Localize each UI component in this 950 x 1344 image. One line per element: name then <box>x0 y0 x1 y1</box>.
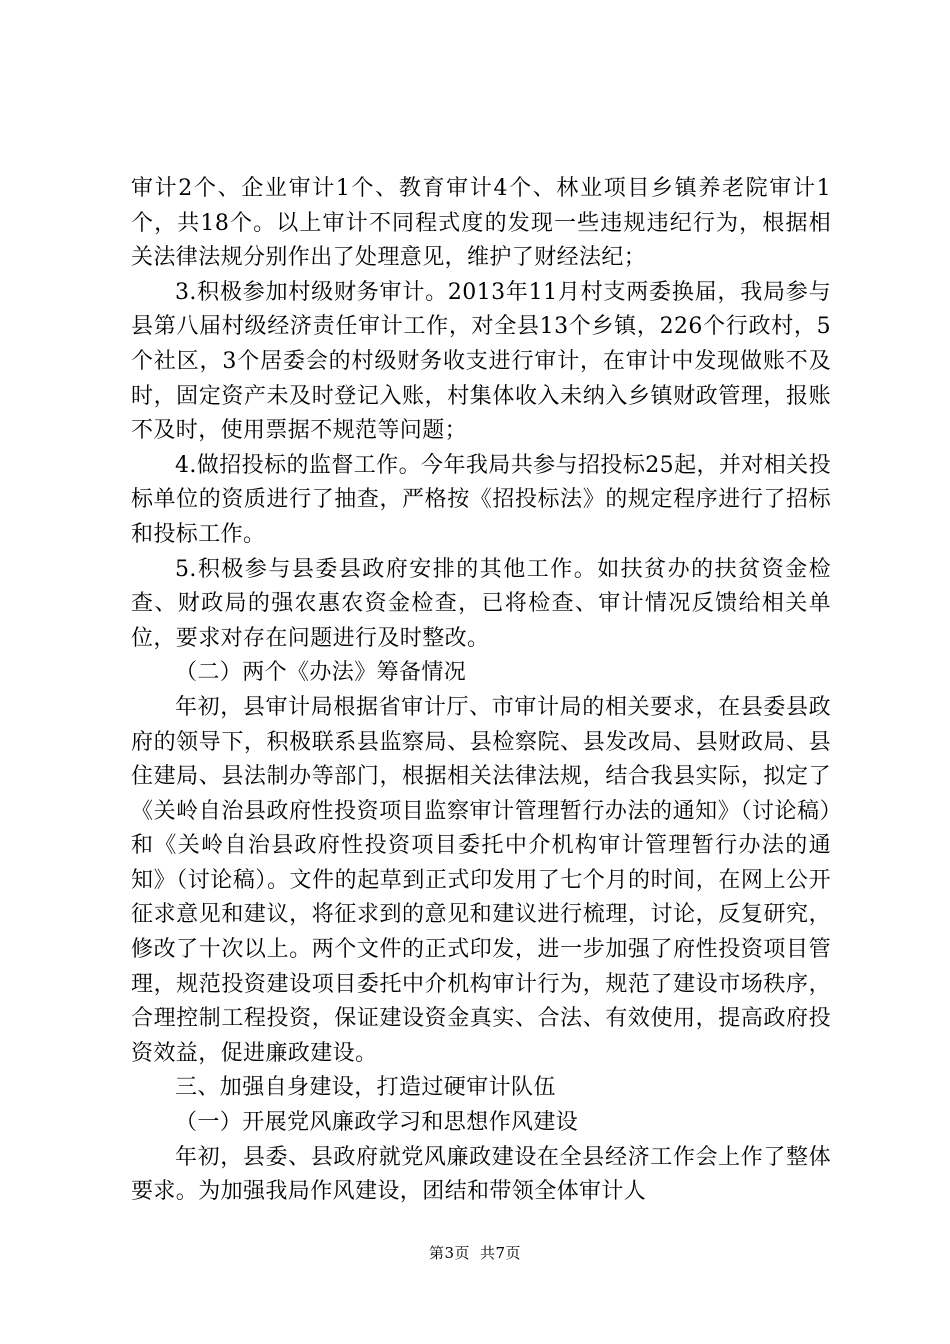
subheading-party-integrity: （一）开展党风廉政学习和思想作风建设 <box>175 1110 579 1136</box>
page-total: 共7页 <box>480 1244 522 1262</box>
paragraph-bidding-supervision: 4.做招投标的监督工作。今年我局共参与招投标25起，并对相关投标单位的资质进行了抽查，严格按《招投标法》的规定程序进行了招标和投标工作。 <box>131 452 831 547</box>
paragraph-other-work: 5.积极参与县委县政府安排的其他工作。如扶贫办的扶贫资金检查、财政局的强农惠农资金检查，已将检查、审计情况反馈给相关单位，要求对存在问题进行及时整改。 <box>131 556 831 651</box>
document-body <box>131 172 831 1210</box>
paragraph-measures-preparation: 年初，县审计局根据省审计厅、市审计局的相关要求，在县委县政府的领导下，积极联系县监察局、县检察院、县发改局、县财政局、县住建局、县法制办等部门，根据相关法律法规，结合我县实际，拟定了《关岭自治县政府性投资项目监察审计管理暂行办法的通知》（讨论稿）和《关岭自治县政府性投资项目委托中介机构审计管理暂行办法的通知》（讨论稿）。文件的起草到正式印发用了七个月的时间，在网上公开征求意见和建议，将征求到的意见和建议进行梳理，讨论，反复研究，修改了十次以上。两个文件的正式印发，进一步加强了府性投资项目管理，规范投资建设项目委托中介机构审计行为，规范了建设市场秩序，合理控制工程投资，保证建设资金真实、合法、有效使用，提高政府投资效益，促进廉政建设。 <box>131 694 831 1066</box>
paragraph-village-audit: 3.积极参加村级财务审计。2013年11月村支两委换届，我局参与县第八届村级经济责任审计工作，对全县13个乡镇，226个行政村，5个社区，3个居委会的村级财务收支进行审计，在审计中发现做账不及时，固定资产未及时登记入账，村集体收入未纳入乡镇财政管理，报账不及时，使用票据不规范等问题； <box>131 279 831 444</box>
subheading-two-measures: （二）两个《办法》筹备情况 <box>175 660 467 686</box>
paragraph-integrity-intro: 年初，县委、县政府就党风廉政建设在全县经济工作会上作了整体要求。为加强我局作风建设，团结和带领全体审计人 <box>131 1144 831 1205</box>
paragraph-audit-summary: 审计2个、企业审计1个、教育审计4个、林业项目乡镇养老院审计1个，共18个。以上审计不同程式度的发现一些违规违纪行为，根据相关法律法规分别作出了处理意见，维护了财经法纪； <box>131 176 831 271</box>
page-number: 第3页 <box>428 1244 470 1262</box>
section-heading-self-building: 三、加强自身建设，打造过硬审计队伍 <box>175 1075 556 1101</box>
page-footer <box>0 1243 950 1263</box>
